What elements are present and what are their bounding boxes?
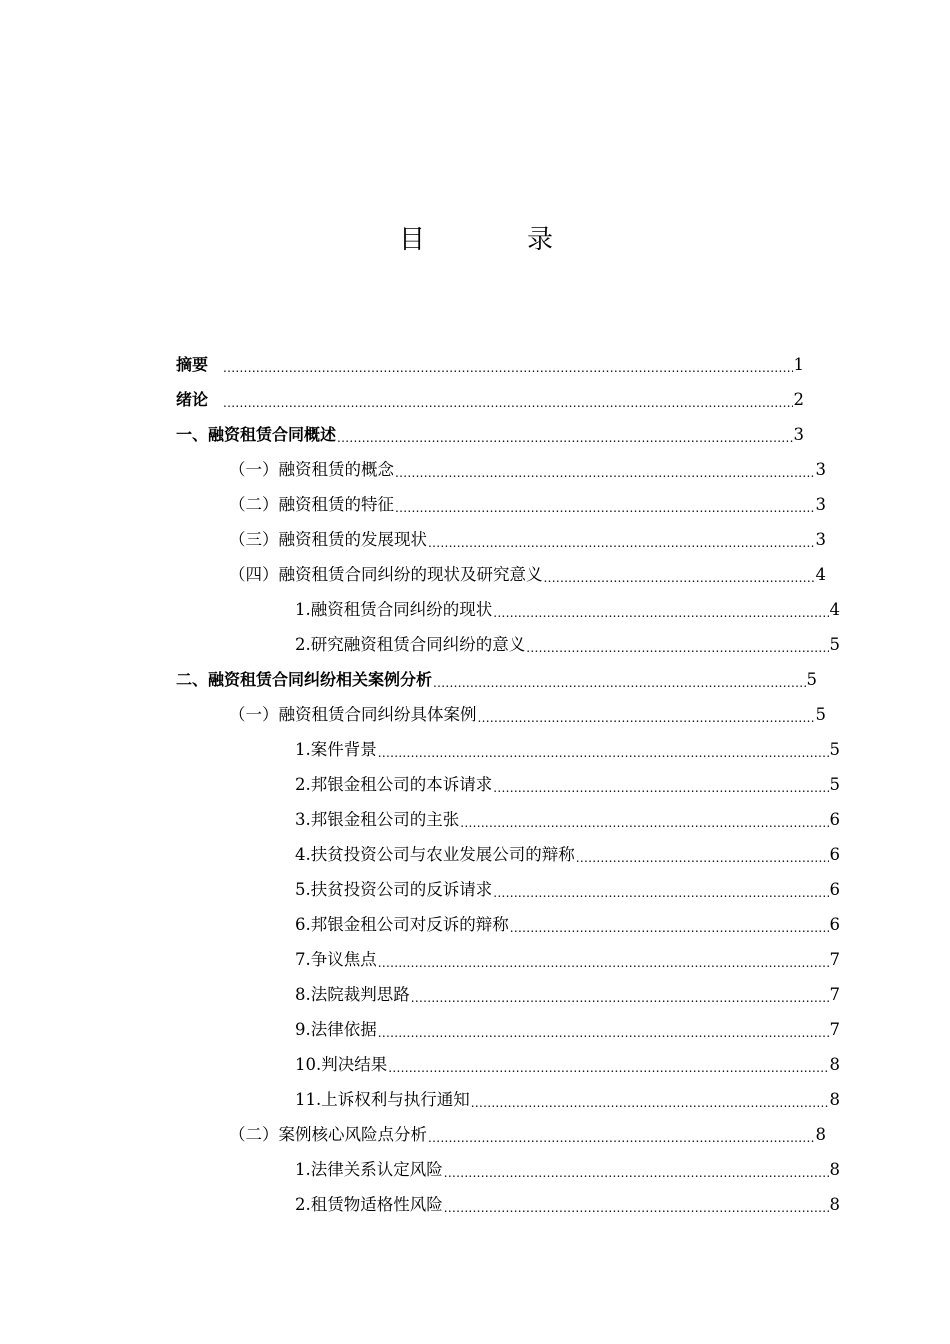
- toc-entry-label: 2.研究融资租赁合同纠纷的意义: [295, 635, 526, 654]
- toc-entry-page: 8: [815, 1125, 826, 1144]
- toc-entry-page: 3: [793, 425, 804, 444]
- toc-leader-dots: [493, 873, 828, 907]
- toc-entry-label: 7.争议焦点: [295, 950, 377, 969]
- toc-entry[interactable]: [295, 593, 840, 627]
- toc-entry-page: 7: [829, 985, 840, 1004]
- toc-entry-page: 8: [829, 1090, 840, 1109]
- toc-leader-dots: [388, 1048, 828, 1082]
- toc-entry-label: 11.上诉权利与执行通知: [295, 1090, 470, 1109]
- toc-entry[interactable]: [229, 698, 826, 732]
- toc-entry-label: 一、融资租赁合同概述: [176, 425, 337, 444]
- toc-entry-page: 3: [815, 530, 826, 549]
- toc-leader-dots: [493, 593, 828, 627]
- toc-leader-dots: [471, 1083, 829, 1117]
- toc-entry[interactable]: [295, 1153, 840, 1187]
- toc-entry[interactable]: [295, 1013, 840, 1047]
- toc-entry-page: 7: [829, 950, 840, 969]
- toc-leader-dots: [478, 698, 815, 732]
- toc-entry-page: 7: [829, 1020, 840, 1039]
- toc-entry-label: 1.融资租赁合同纠纷的现状: [295, 600, 493, 619]
- toc-leader-dots: [444, 1188, 829, 1222]
- toc-entry-label: 6.邦银金租公司对反诉的辩称: [295, 915, 509, 934]
- toc-entry-page: 8: [829, 1055, 840, 1074]
- toc-entry-page: 1: [793, 355, 804, 374]
- toc-entry-label: 二、融资租赁合同纠纷相关案例分析: [176, 670, 433, 689]
- toc-entry-page: 6: [829, 915, 840, 934]
- toc-entry[interactable]: [176, 418, 804, 452]
- toc-entry-page: 4: [815, 565, 826, 584]
- toc-entry[interactable]: [295, 1188, 840, 1222]
- toc-entry-label: 5.扶贫投资公司的反诉请求: [295, 880, 493, 899]
- toc-entry[interactable]: [295, 803, 840, 837]
- toc-entry-page: 5: [829, 740, 840, 759]
- toc-entry-label: （二）案例核心风险点分析: [229, 1125, 427, 1144]
- toc-entry-label: 绪论: [176, 390, 209, 409]
- toc-entry-label: 10.判决结果: [295, 1055, 388, 1074]
- toc-leader-dots: [526, 628, 828, 662]
- toc-entry-page: 5: [806, 670, 817, 689]
- toc-leader-dots: [378, 943, 829, 977]
- toc-entry-page: 4: [829, 600, 840, 619]
- toc-entry-page: 8: [829, 1160, 840, 1179]
- toc-entry-label: 1.法律关系认定风险: [295, 1160, 443, 1179]
- toc-leader-dots: [493, 768, 828, 802]
- toc-entry-page: 6: [829, 810, 840, 829]
- toc-entry-label: 3.邦银金租公司的主张: [295, 810, 460, 829]
- toc-leader-dots: [510, 908, 829, 942]
- toc-title: 目 录: [398, 225, 591, 255]
- toc-entry[interactable]: [229, 1118, 826, 1152]
- toc-entry-page: 5: [815, 705, 826, 724]
- toc-entry-label: （二）融资租赁的特征: [229, 495, 394, 514]
- toc-entry-label: 1.案件背景: [295, 740, 377, 759]
- toc-leader-dots: [395, 488, 815, 522]
- toc-leader-dots: [544, 558, 815, 592]
- toc-entry[interactable]: [229, 453, 826, 487]
- toc-entry-label: 2.邦银金租公司的本诉请求: [295, 775, 493, 794]
- toc-entry-label: （一）融资租赁的概念: [229, 460, 394, 479]
- toc-entry[interactable]: [295, 873, 840, 907]
- toc-entry-label: 8.法院裁判思路: [295, 985, 410, 1004]
- toc-entry-label: （三）融资租赁的发展现状: [229, 530, 427, 549]
- toc-entry-page: 2: [793, 390, 804, 409]
- toc-leader-dots: [223, 348, 792, 382]
- toc-leader-dots: [223, 383, 792, 417]
- toc-entry-label: 2.租赁物适格性风险: [295, 1195, 443, 1214]
- toc-leader-dots: [428, 1118, 815, 1152]
- toc-entry[interactable]: [295, 768, 840, 802]
- toc-entry-label: 9.法律依据: [295, 1020, 377, 1039]
- toc-entry-page: 6: [829, 845, 840, 864]
- toc-entry-label: 摘要: [176, 355, 209, 374]
- toc-entry[interactable]: [295, 1048, 840, 1082]
- toc-leader-dots: [428, 523, 815, 557]
- toc-entry-page: 5: [829, 635, 840, 654]
- toc-entry[interactable]: [295, 733, 840, 767]
- toc-entry-page: 3: [815, 460, 826, 479]
- toc-leader-dots: [411, 978, 829, 1012]
- toc-entry-page: 5: [829, 775, 840, 794]
- toc-leader-dots: [378, 733, 829, 767]
- toc-leader-dots: [444, 1153, 829, 1187]
- toc-entry[interactable]: [176, 663, 817, 697]
- toc-leader-dots: [395, 453, 815, 487]
- toc-leader-dots: [337, 418, 792, 452]
- toc-entry[interactable]: [176, 348, 804, 382]
- toc-entry[interactable]: [295, 628, 840, 662]
- toc-entry-label: 4.扶贫投资公司与农业发展公司的辩称: [295, 845, 575, 864]
- toc-entry[interactable]: [295, 1083, 840, 1117]
- toc-entry[interactable]: [229, 558, 826, 592]
- toc-entry[interactable]: [176, 383, 804, 417]
- toc-leader-dots: [433, 663, 805, 697]
- toc-entry-label: （一）融资租赁合同纠纷具体案例: [229, 705, 477, 724]
- toc-entry-page: 6: [829, 880, 840, 899]
- toc-entry[interactable]: [295, 908, 840, 942]
- toc-entry[interactable]: [295, 943, 840, 977]
- toc-entry-label: （四）融资租赁合同纠纷的现状及研究意义: [229, 565, 543, 584]
- toc-entry[interactable]: [229, 523, 826, 557]
- toc-entry[interactable]: [295, 978, 840, 1012]
- toc-leader-dots: [378, 1013, 829, 1047]
- toc-entry-page: 8: [829, 1195, 840, 1214]
- toc-entry[interactable]: [295, 838, 840, 872]
- toc-entry-page: 3: [815, 495, 826, 514]
- toc-leader-dots: [576, 838, 829, 872]
- toc-entry[interactable]: [229, 488, 826, 522]
- toc-leader-dots: [460, 803, 828, 837]
